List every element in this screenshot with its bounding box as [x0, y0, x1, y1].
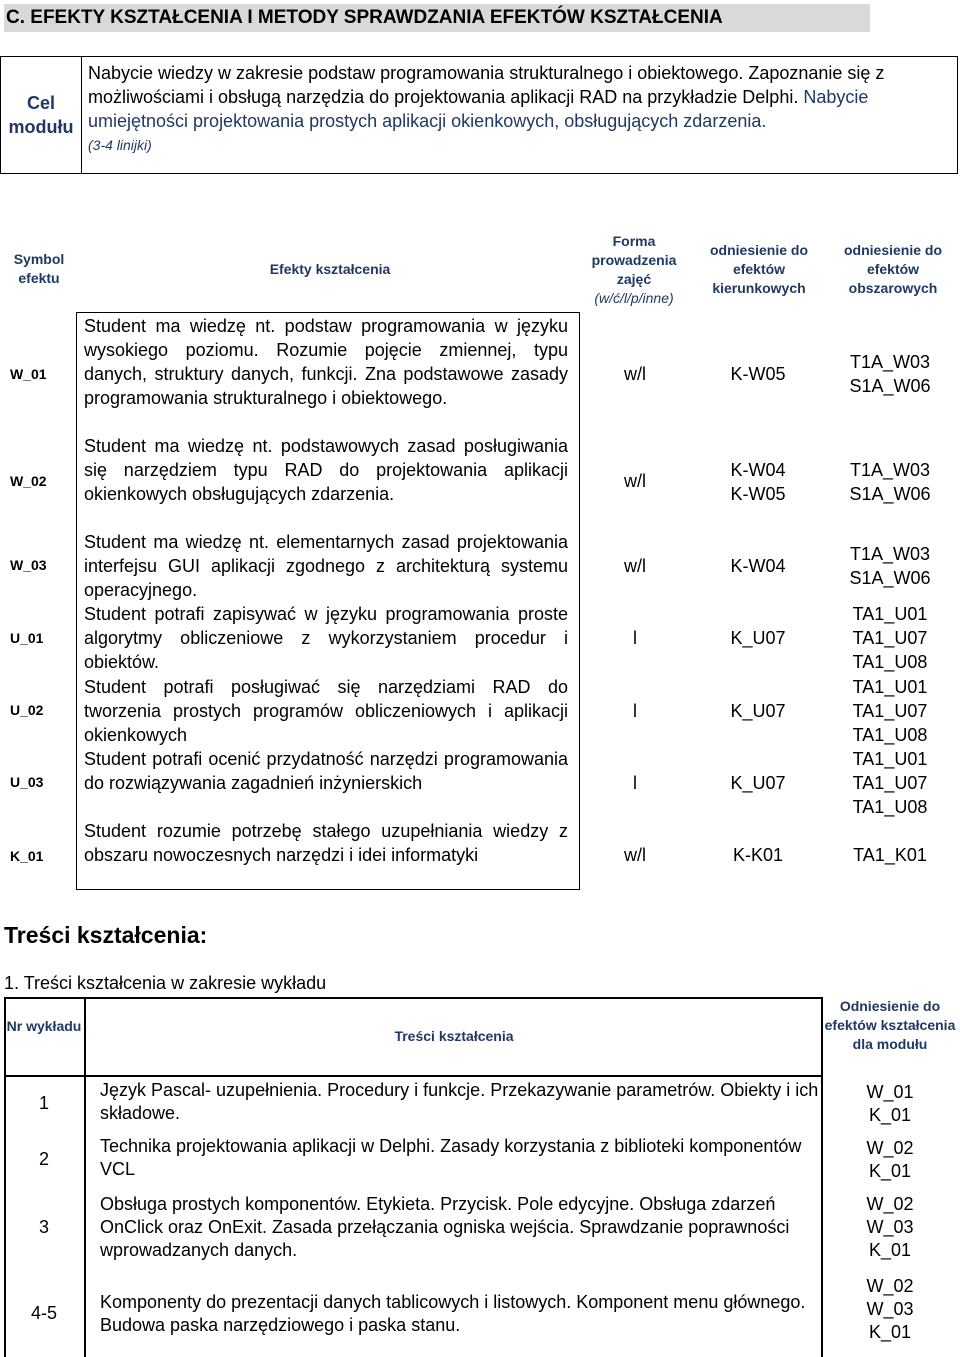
forma-u03: l — [633, 773, 637, 793]
obsz-u03: TA1_U01 TA1_U07 TA1_U08 — [852, 749, 928, 817]
efekt-text-u02: Student potrafi posługiwać się narzędziami RAD do tworzenia prostych programów obliczeniowych i aplikacji okienkowych — [84, 677, 568, 745]
kier-u02: K_U07 — [730, 701, 786, 721]
header-tresci: Treści kształcenia — [394, 1028, 514, 1044]
symbol-w03: W_03 — [10, 557, 47, 573]
header-forma-note: (w/ć/l/p/inne) — [594, 290, 674, 306]
cel-modulu-label — [1, 57, 82, 173]
efekt-text-w03: Student ma wiedzę nt. elementarnych zasad projektowania interfejsu GUI aplikacji zgodnego z architekturą systemu operacyjnego. — [84, 532, 568, 600]
obsz-k01: TA1_K01 — [853, 845, 927, 865]
header-odniesienie: Odniesienie do efektów kształcenia dla modułu — [824, 998, 956, 1052]
wyklad-nr-4-5: 4-5 — [30, 1303, 57, 1323]
forma-w01: w/l — [624, 364, 646, 384]
wyklad-nr-3: 3 — [38, 1217, 49, 1237]
cel-note: (3-4 linijki) — [88, 137, 152, 153]
section-title: C. EFEKTY KSZTAŁCENIA I METODY SPRAWDZANIA EFEKTÓW KSZTAŁCENIA — [4, 4, 870, 32]
forma-w02: w/l — [624, 471, 646, 491]
symbol-w02: W_02 — [10, 473, 47, 489]
header-nr-wykladu: Nr wykładu — [6, 1018, 82, 1034]
forma-k01: w/l — [624, 845, 646, 865]
wyklad-ref-1: W_01 K_01 — [866, 1082, 914, 1125]
efekt-text-w01: Student ma wiedzę nt. podstaw programowania w języku wysokiego poziomu. Rozumie pojęcie zmiennej, typu danych, struktury danych, funkcji. Zna podstawowe zasady programowania strukturalnego i obiektowego. — [84, 316, 568, 408]
wyklad-text-2: Technika projektowania aplikacji w Delphi. Zasady korzystania z biblioteki komponentów VCL — [100, 1136, 802, 1179]
symbol-u01: U_01 — [10, 630, 44, 646]
kier-k01: K-K01 — [732, 845, 784, 865]
tresci-col-divider-1 — [84, 997, 86, 1357]
tresci-table — [4, 997, 956, 1357]
wyklad-nr-1: 1 — [38, 1093, 49, 1113]
obsz-w01: T1A_W03 S1A_W06 — [849, 352, 931, 396]
header-kierunkowych: odniesienie do efektów kierunkowych — [709, 242, 808, 296]
wyklad-text-3: Obsługa prostych komponentów. Etykieta. Przycisk. Pole edycyjne. Obsługa zdarzeń OnClick oraz OnExit. Zasada przełączania ogniska wejścia. Sprawdzanie poprawności wprowadzanych danych. — [100, 1194, 790, 1260]
header-efekty: Efekty kształcenia — [269, 261, 391, 277]
header-symbol: Symbol efektu — [13, 251, 65, 286]
tresci-col-divider-2 — [821, 997, 823, 1357]
kier-w02: K-W04 K-W05 — [730, 460, 786, 504]
efekt-text-u01: Student potrafi zapisywać w języku programowania proste algorytmy obliczeniowe z wykorzystaniem procedur i obiektów. — [84, 604, 568, 672]
obsz-w02: T1A_W03 S1A_W06 — [849, 460, 931, 504]
efekt-text-w02: Student ma wiedzę nt. podstawowych zasad posługiwania się narzędziem typu RAD do projektowania aplikacji okienkowych obsługujących zdarzenia. — [84, 436, 568, 504]
cel-modulu-content — [82, 57, 957, 173]
wyklad-ref-2: W_02 K_01 — [866, 1138, 914, 1181]
cel-modulu-table — [0, 56, 958, 174]
wyklad-nr-2: 2 — [38, 1149, 49, 1169]
obsz-u01: TA1_U01 TA1_U07 TA1_U08 — [852, 604, 928, 672]
forma-w03: w/l — [624, 556, 646, 576]
tresci-top-border — [4, 997, 822, 999]
efekt-text-u03: Student potrafi ocenić przydatność narzędzi programowania do rozwiązywania zagadnień inżynierskich — [84, 749, 568, 793]
obsz-u02: TA1_U01 TA1_U07 TA1_U08 — [852, 677, 928, 745]
kier-w01: K-W05 — [730, 364, 786, 384]
obsz-w03: T1A_W03 S1A_W06 — [849, 544, 931, 588]
tresci-header-border — [4, 1075, 822, 1077]
wyklad-text-4-5: Komponenty do prezentacji danych tablicowych i listowych. Komponent menu głównego. Budowa paska narzędziowego i paska stanu. — [100, 1292, 806, 1335]
header-obszarowych: odniesienie do efektów obszarowych — [843, 242, 942, 296]
efekt-text-k01: Student rozumie potrzebę stałego uzupełniania wiedzy z obszaru nowoczesnych narzędzi i idei informatyki — [84, 821, 568, 865]
header-forma — [578, 232, 690, 308]
kier-u01: K_U07 — [730, 628, 786, 648]
header-forma-label: Forma prowadzenia zajęć — [591, 233, 677, 287]
symbol-k01: K_01 — [10, 848, 44, 864]
cel-text-blue: Nabycie umiejętności projektowania prostych aplikacji okienkowych, obsługujących zdarzenia. — [88, 87, 869, 131]
cel-text-black: Nabycie wiedzy w zakresie podstaw programowania strukturalnego i obiektowego. Zapoznanie się z możliwościami i obsługą narzędzia do projektowania aplikacji RAD na przykładzie Delphi. — [88, 63, 885, 107]
cel-label-line1: Cel — [26, 93, 55, 113]
forma-u01: l — [633, 628, 637, 648]
wyklad-text-1: Język Pascal- uzupełnienia. Procedury i funkcje. Przekazywanie parametrów. Obiekty i ich składowe. — [100, 1080, 819, 1123]
wyklad-ref-4-5: W_02 W_03 K_01 — [866, 1276, 914, 1342]
kier-w03: K-W04 — [730, 556, 786, 576]
tresci-subtitle: 1. Treści kształcenia w zakresie wykładu — [4, 973, 327, 993]
symbol-u03: U_03 — [10, 774, 44, 790]
wyklad-ref-3: W_02 W_03 K_01 — [866, 1194, 914, 1260]
cel-label-line2: modułu — [8, 117, 74, 137]
kier-u03: K_U07 — [730, 773, 786, 793]
tresci-title: Treści kształcenia: — [4, 922, 208, 948]
symbol-u02: U_02 — [10, 702, 44, 718]
symbol-w01: W_01 — [10, 366, 47, 382]
forma-u02: l — [633, 701, 637, 721]
